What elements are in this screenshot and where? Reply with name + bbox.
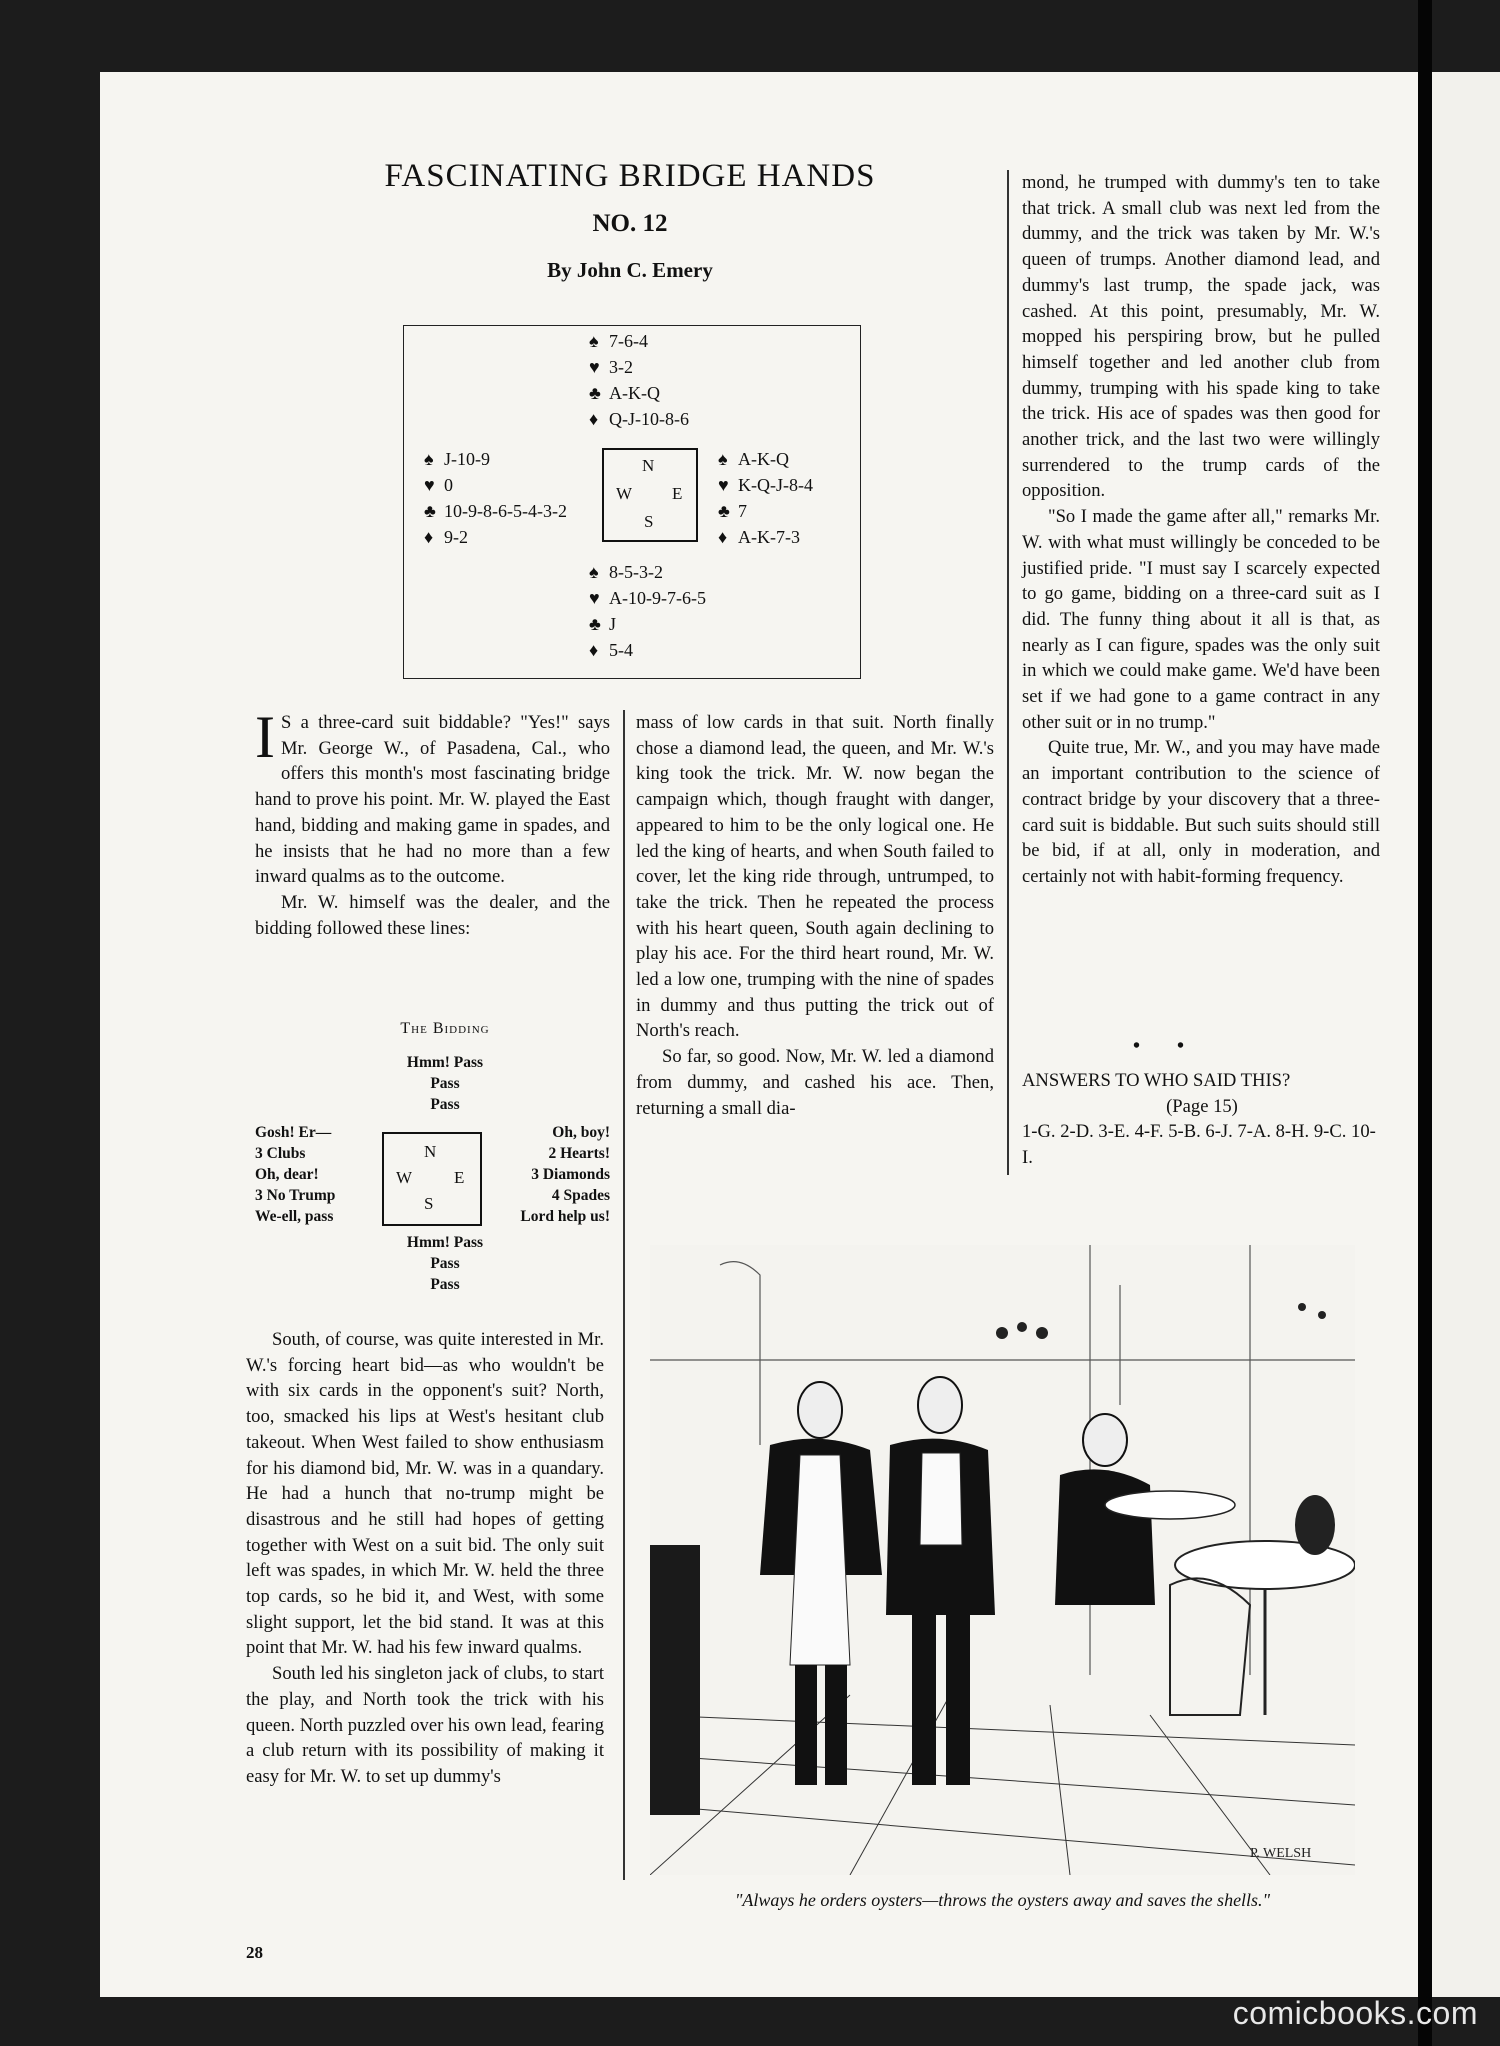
column-rule — [1007, 170, 1009, 1175]
hand-line: A-K-Q — [609, 383, 660, 403]
spade-icon: ♠ — [589, 562, 599, 582]
bid-line: Oh, boy! — [552, 1124, 610, 1141]
heart-icon: ♥ — [424, 475, 435, 495]
scan-edge — [1418, 0, 1432, 2046]
bid-line: 3 Diamonds — [531, 1166, 610, 1183]
cartoon-caption: "Always he orders oysters—throws the oysters away and saves the shells." — [734, 1890, 1271, 1910]
paragraph: So far, so good. Now, Mr. W. led a diamond from dummy, and cashed his ace. Then, returning a small dia- — [636, 1046, 994, 1119]
paragraph — [255, 704, 610, 890]
bid-line: Pass — [430, 1096, 460, 1113]
bid-line: Pass — [430, 1255, 460, 1272]
paragraph: South, of course, was quite interested in Mr. W.'s forcing heart bid—as who wouldn't be with six cards in the opponent's suit? North, too, smacked his lips at West's hesitant club takeout. When West failed to show enthusiasm for his diamond bid, Mr. W. was in a quandary. He had a hunch that no-trump might be disastrous and he still had hopes of getting together with West on a suit bid. The only suit left was spades, in which Mr. W. held the three top cards, so he bid it, and West, with some slight support, let the bid stand. It was at this point that Mr. W. had his few inward qualms. — [246, 1329, 604, 1659]
heart-icon: ♥ — [589, 588, 600, 608]
club-icon: ♣ — [589, 614, 601, 634]
spade-icon: ♠ — [424, 449, 434, 469]
paragraph: mass of low cards in that suit. North finally chose a diamond lead, the queen, and Mr. W.'s king took the trick. Mr. W. now began the campaign which, though fraught with danger, appeared to him to be the only logical one. He led the king of hearts, and when South failed to cover, let the king ride through, untrumped, to take the trick. Then he repeated the process with his heart queen, South again declining to play his ace. For the third heart round, Mr. W. led a low one, trumping with the nine of spades in dummy and thus putting the trick out of North's reach. — [636, 712, 994, 1042]
answers-list: 1-G. 2-D. 3-E. 4-F. 5-B. 6-J. 7-A. 8-H. 9-C. 10-I. — [1022, 1121, 1376, 1169]
compass-south: S — [424, 1194, 434, 1213]
column-2 — [636, 710, 994, 1121]
compass-west: W — [616, 484, 633, 503]
club-icon: ♣ — [589, 383, 601, 403]
west-hand — [424, 446, 567, 550]
bid-line: Pass — [430, 1276, 460, 1293]
compass-box — [602, 448, 698, 542]
hand-line: 3-2 — [609, 357, 633, 377]
separator-dots: • • — [1133, 1035, 1201, 1057]
bidding-title: The Bidding — [400, 1020, 490, 1037]
hand-line: 7 — [738, 501, 747, 521]
bid-line: Gosh! Er— — [255, 1124, 332, 1141]
bidding-west — [255, 1122, 335, 1227]
diamond-icon: ♦ — [718, 527, 728, 547]
paragraph: Mr. W. himself was the dealer, and the bidding followed these lines: — [255, 891, 610, 939]
heart-icon: ♥ — [589, 357, 600, 377]
cartoon-drawing — [650, 1245, 1355, 1875]
bid-line: Hmm! Pass — [406, 1234, 484, 1251]
club-icon: ♣ — [424, 501, 436, 521]
watermark: comicbooks.com — [1232, 1995, 1478, 2031]
hand-line: 9-2 — [444, 527, 468, 547]
paragraph-text: S a three-card suit biddable? "Yes!" says Mr. George W., of Pasadena, Cal., who offers this month's most fascinating bridge hand to prove his point. Mr. W. played the East hand, bidding and making game in spades, and he insists that he had no more than a few inward qualms as to the outcome. — [255, 712, 610, 888]
column-1-bottom — [246, 1327, 604, 1790]
bidding-north — [255, 1052, 635, 1115]
hand-line: J — [609, 614, 617, 634]
bidding-compass-box — [382, 1132, 482, 1226]
byline: By John C. Emery — [547, 258, 713, 282]
page-number: 28 — [246, 1943, 263, 1962]
answers-block — [1022, 1068, 1382, 1171]
column-rule — [623, 710, 625, 1880]
hand-line: A-10-9-7-6-5 — [609, 588, 706, 608]
bidding-east — [480, 1122, 610, 1227]
paragraph: mond, he trumped with dummy's ten to take that trick. A small club was next led from the dummy, and the trick was taken by Mr. W.'s queen of trumps. Another diamond lead, and dummy's last trump, the spade jack, was cashed. At this point, presumably, Mr. W. mopped his perspiring brow, but he pulled himself together and led another club from dummy, trumping with his spade king to take the trick. His ace of spades was then good for another trick, and the last two were willingly surrendered to the trump cards of the opposition. — [1022, 172, 1380, 502]
bid-line: 3 Clubs — [255, 1145, 306, 1162]
hand-line: 10-9-8-6-5-4-3-2 — [444, 501, 567, 521]
bid-line: Lord help us! — [520, 1208, 610, 1225]
bidding-south — [255, 1232, 635, 1295]
article-title: FASCINATING BRIDGE HANDS — [384, 158, 876, 194]
bid-line: Hmm! Pass — [406, 1054, 484, 1071]
bid-line: 3 No Trump — [255, 1187, 336, 1204]
cartoon-illustration — [650, 1245, 1355, 1875]
hand-line: 8-5-3-2 — [609, 562, 663, 582]
compass-north: N — [642, 456, 655, 475]
deal-diagram — [403, 325, 861, 679]
diamond-icon: ♦ — [589, 409, 599, 429]
hand-line: 7-6-4 — [609, 331, 648, 351]
club-icon: ♣ — [718, 501, 730, 521]
spade-icon: ♠ — [589, 331, 599, 351]
bid-line: 2 Hearts! — [548, 1145, 610, 1162]
hand-line: J-10-9 — [444, 449, 490, 469]
diamond-icon: ♦ — [424, 527, 434, 547]
paragraph: Quite true, Mr. W., and you may have made an important contribution to the science of contract bridge by your discovery that a three-card suit is biddable. But such suits should still be bid, if at all, only in moderation, and certainly not with habit-forming frequency. — [1022, 737, 1380, 887]
compass-east: E — [672, 484, 683, 503]
compass-south: S — [644, 512, 654, 531]
next-page-edge — [1432, 72, 1500, 1997]
paragraph: "So I made the game after all," remarks Mr. W. with what must willingly be conceded to be justified pride. "I must say I scarcely expected to go game, bidding on a three-card suit as I did. The funny thing about it all is that, as nearly as I can figure, spades was the only suit in which we could make game. We'd have been set if we had gone to a game contract in any other suit or in no trump." — [1022, 506, 1380, 733]
hand-line: Q-J-10-8-6 — [609, 409, 689, 429]
hand-line: K-Q-J-8-4 — [738, 475, 813, 495]
south-hand — [589, 559, 706, 663]
artist-signature: P. WELSH — [1250, 1846, 1312, 1861]
diamond-icon: ♦ — [589, 640, 599, 660]
compass-east: E — [454, 1168, 465, 1187]
hand-line: A-K-Q — [738, 449, 789, 469]
paragraph: South led his singleton jack of clubs, to start the play, and North took the trick with his queen. North puzzled over his own lead, fearing a club return with its possibility of making it easy for Mr. W. to set up dummy's — [246, 1663, 604, 1787]
spade-icon: ♠ — [718, 449, 728, 469]
hand-line: A-K-7-3 — [738, 527, 800, 547]
drop-cap: I — [255, 704, 275, 770]
bid-line: Oh, dear! — [255, 1166, 319, 1183]
answers-page-ref: (Page 15) — [1166, 1095, 1238, 1117]
hand-line: 5-4 — [609, 640, 633, 660]
compass-north: N — [424, 1142, 437, 1161]
bid-line: Pass — [430, 1075, 460, 1092]
column-3 — [1022, 170, 1380, 890]
answers-heading: ANSWERS TO WHO SAID THIS? — [1022, 1070, 1291, 1091]
bid-line: We-ell, pass — [255, 1208, 334, 1225]
heart-icon: ♥ — [718, 475, 729, 495]
bid-line: 4 Spades — [551, 1187, 610, 1204]
east-hand — [718, 446, 813, 550]
north-hand — [589, 328, 689, 432]
compass-west: W — [396, 1168, 413, 1187]
column-1-top — [255, 704, 610, 941]
hand-line: 0 — [444, 475, 453, 495]
article-number: NO. 12 — [592, 210, 668, 237]
